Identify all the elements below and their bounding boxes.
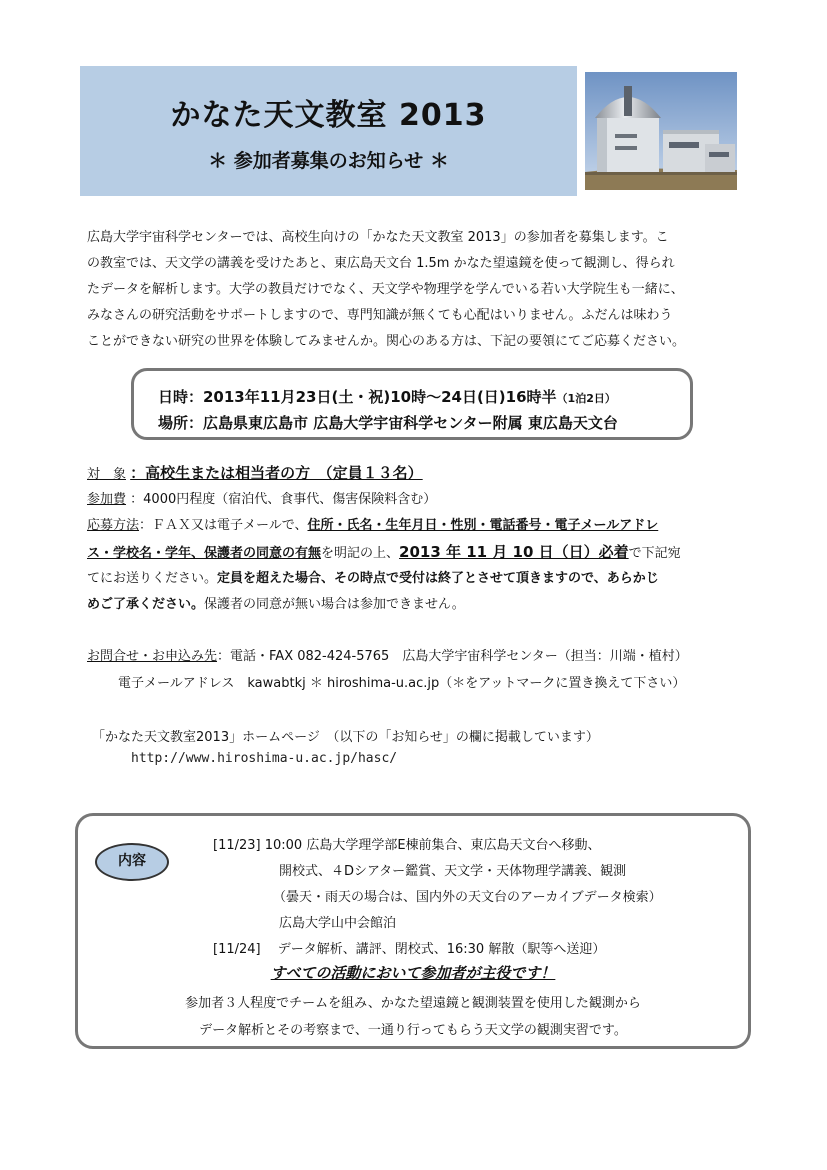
title-banner — [80, 66, 577, 196]
apply-row-4 — [87, 595, 465, 615]
observatory-photo — [585, 72, 737, 190]
contents-summary-1: 参加者３人程度でチームを組み、かなた望遠鏡と観測装置を使用した観測から — [185, 996, 641, 1011]
apply-row-2 — [87, 542, 681, 564]
target-value: ：高校生または相当者の方 （定員１３名） — [130, 464, 423, 482]
contact-phone: ：電話・FAX 082-424-5765 広島大学宇宙科学センター（担当：川端・植村） — [217, 649, 688, 664]
event-info-box — [131, 368, 693, 440]
apply-line4-a: めご了承ください。 — [87, 597, 205, 612]
intro-line: たデータを解析します。大学の教員だけでなく、天文学や物理学を学んでいる若い大学院生も一緒に、 — [87, 282, 684, 297]
event-duration: （1泊2日） — [556, 392, 616, 405]
apply-line3-a: てにお送りください。 — [87, 571, 218, 586]
event-datetime — [158, 386, 616, 407]
event-datetime-text: 日時：2013年11月23日(土・祝)10時〜24日(日)16時半 — [158, 388, 557, 406]
contents-box — [75, 813, 751, 1049]
schedule-day1-line1: [11/23] 10:00 広島大学理学部E棟前集合、東広島天文台へ移動、 — [213, 838, 601, 853]
contents-slogan: すべての活動において参加者が主役です！ — [270, 964, 556, 982]
apply-sep: ：ＦＡＸ又は電子メールで、 — [139, 518, 308, 533]
fee-label: 参加費 — [87, 492, 127, 507]
contents-summary-2: データ解析とその考察まで、一通り行ってもらう天文学の観測実習です。 — [199, 1023, 627, 1038]
schedule-day1-line2: 開校式、４Dシアター鑑賞、天文学・天体物理学講義、観測 — [279, 864, 627, 879]
target-row — [87, 463, 423, 485]
apply-deadline: 2013 年 11 月 10 日（日）必着 — [399, 543, 629, 561]
fee-value: ：4000円程度（宿泊代、食事代、傷害保険料含む） — [130, 492, 437, 507]
schedule-day2-line1: [11/24] データ解析、講評、閉校式、16:30 解散（駅等へ送迎） — [213, 942, 606, 957]
apply-end: で下記宛 — [628, 546, 681, 561]
apply-items-2: ス・学校名・学年、保護者の同意の有無 — [87, 546, 322, 561]
apply-row-1 — [87, 516, 658, 536]
apply-items-1: 住所・氏名・生年月日・性別・電話番号・電子メールアドレ — [307, 518, 659, 533]
contact-email: 電子メールアドレス kawabtkj ＊ hiroshima-u.ac.jp（＊をアットマークに置き換えて下さい） — [118, 676, 686, 691]
apply-line3-b: 定員を超えた場合、その時点で受付は終了とさせて頂きますので、あらかじ — [217, 571, 659, 586]
schedule-day1-line4: 広島大学山中会館泊 — [279, 916, 397, 931]
apply-row-3 — [87, 569, 659, 589]
fee-row — [87, 490, 436, 510]
apply-line4-b: 保護者の同意が無い場合は参加できません。 — [204, 597, 465, 612]
intro-paragraph — [87, 225, 743, 355]
intro-line: ことができない研究の世界を体験してみませんか。関心のある方は、下記の要領にてご応募ください。 — [87, 334, 686, 349]
contact-phone-row — [87, 647, 688, 667]
homepage-text: 「かなた天文教室2013」ホームページ （以下の「お知らせ」の欄に掲載しています） — [92, 730, 599, 745]
intro-line: の教室では、天文学の講義を受けたあと、東広島天文台 1.5m かなた望遠鏡を使って観測し、得られ — [87, 256, 675, 271]
homepage-url[interactable]: http://www.hiroshima-u.ac.jp/hasc/ — [131, 751, 398, 766]
apply-mid: を明記の上、 — [321, 546, 400, 561]
page-subtitle: ＊ 参加者募集のお知らせ ＊ — [208, 150, 449, 172]
intro-line: みなさんの研究活動をサポートしますので、専門知識が無くても心配はいりません。ふだんは味わう — [87, 308, 673, 323]
contact-label: お問合せ・お申込み先 — [87, 649, 218, 664]
page-title: かなた天文教室 2013 — [170, 98, 487, 133]
contents-badge: 内容 — [95, 843, 169, 881]
event-place: 場所：広島県東広島市 広島大学宇宙科学センター附属 東広島天文台 — [158, 414, 618, 432]
target-label: 対 象 — [87, 467, 127, 482]
intro-line: 広島大学宇宙科学センターでは、高校生向けの「かなた天文教室 2013」の参加者を募集します。こ — [87, 230, 669, 245]
schedule-day1-line3: （曇天・雨天の場合は、国内外の天文台のアーカイブデータ検索） — [273, 890, 662, 905]
apply-label: 応募方法 — [87, 518, 140, 533]
